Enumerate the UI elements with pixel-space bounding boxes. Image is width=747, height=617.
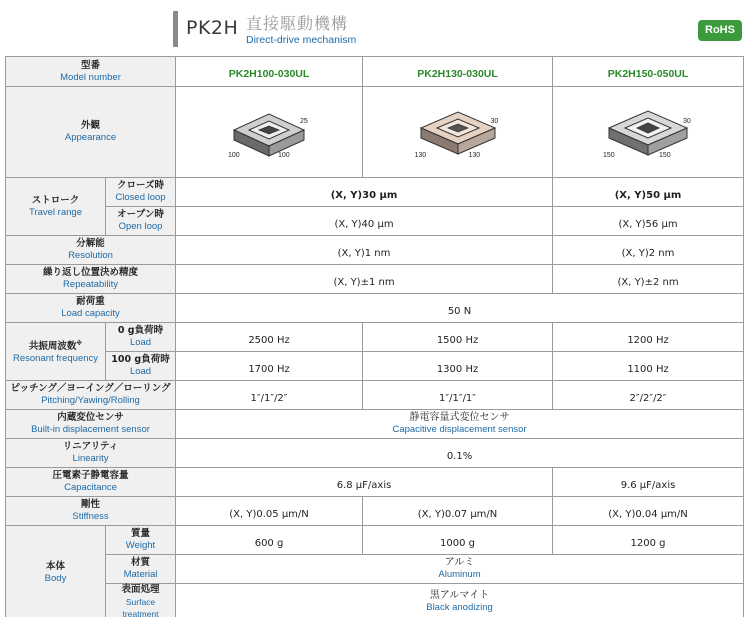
row-stroke-closed xyxy=(6,178,744,207)
resonant-0g-3: 1200 Hz xyxy=(553,323,744,352)
label-pitching: ピッチング／ヨーイング／ローリング Pitching/Yawing/Rolling xyxy=(6,381,176,410)
stiffness-1: (X, Y)0.05 μm/N xyxy=(176,497,363,526)
resolution-12: (X, Y)1 nm xyxy=(176,236,553,265)
stage-image-3: 30 150 150 xyxy=(603,100,693,164)
series-code: PK2H xyxy=(186,17,239,39)
resonant-100g-3: 1100 Hz xyxy=(553,352,744,381)
stroke-closed-12: (X, Y)30 μm xyxy=(176,178,553,207)
repeatability-12: (X, Y)±1 nm xyxy=(176,265,553,294)
label-stiffness: 剛性 Stiffness xyxy=(6,497,176,526)
capacitance-3: 9.6 μF/axis xyxy=(553,468,744,497)
label-repeatability: 繰り返し位置決め精度 Repeatability xyxy=(6,265,176,294)
title-english: Direct-drive mechanism xyxy=(246,34,357,46)
row-capacitance xyxy=(6,468,744,497)
label-linearity: リニアリティ Linearity xyxy=(6,439,176,468)
resonant-0g-1: 2500 Hz xyxy=(176,323,363,352)
row-repeatability xyxy=(6,265,744,294)
pitching-3: 2″/2″/2″ xyxy=(553,381,744,410)
stage-image-1: 25 100 100 xyxy=(224,100,314,164)
weight-1: 600 g xyxy=(176,526,363,555)
row-linearity xyxy=(6,439,744,468)
stage-image-2: 30 130 130 xyxy=(413,100,503,164)
appearance-2 xyxy=(363,87,553,178)
sublabel-weight: 質量 Weight xyxy=(106,526,176,555)
row-appearance xyxy=(6,87,744,178)
model-1: PK2H100-030UL xyxy=(176,57,363,87)
stiffness-3: (X, Y)0.04 μm/N xyxy=(553,497,744,526)
surface-value: 黒アルマイト Black anodizing xyxy=(176,584,744,617)
page-header xyxy=(0,0,747,54)
sublabel-load-100g: 100 g負荷時 Load xyxy=(106,352,176,381)
material-value: アルミ Aluminum xyxy=(176,555,744,584)
resolution-3: (X, Y)2 nm xyxy=(553,236,744,265)
label-model: 型番 Model number xyxy=(6,57,176,87)
resonant-100g-2: 1300 Hz xyxy=(363,352,553,381)
stage-drawing-icon xyxy=(603,100,693,164)
appearance-1 xyxy=(176,87,363,178)
row-body-material xyxy=(6,555,744,584)
weight-2: 1000 g xyxy=(363,526,553,555)
linearity-value: 0.1% xyxy=(176,439,744,468)
row-load xyxy=(6,294,744,323)
row-body-weight xyxy=(6,526,744,555)
row-pitching xyxy=(6,381,744,410)
sublabel-material: 材質 Material xyxy=(106,555,176,584)
label-sensor: 内蔵変位センサ Built-in displacement sensor xyxy=(6,410,176,439)
model-2: PK2H130-030UL xyxy=(363,57,553,87)
label-resonant: 共振周波数※ Resonant frequency xyxy=(6,323,106,381)
label-appearance: 外観 Appearance xyxy=(6,87,176,178)
label-resolution: 分解能 Resolution xyxy=(6,236,176,265)
resonant-100g-1: 1700 Hz xyxy=(176,352,363,381)
sublabel-surface-treatment: 表面処理 Surface treatment xyxy=(106,584,176,617)
sublabel-open-loop: オープン時 Open loop xyxy=(106,207,176,236)
row-stroke-open xyxy=(6,207,744,236)
model-3: PK2H150-050UL xyxy=(553,57,744,87)
pitching-2: 1″/1″/1″ xyxy=(363,381,553,410)
stiffness-2: (X, Y)0.07 μm/N xyxy=(363,497,553,526)
spec-table xyxy=(5,56,744,617)
label-stroke: ストローク Travel range xyxy=(6,178,106,236)
row-resolution xyxy=(6,236,744,265)
resonant-0g-2: 1500 Hz xyxy=(363,323,553,352)
header-accent-bar xyxy=(173,11,178,47)
weight-3: 1200 g xyxy=(553,526,744,555)
rohs-badge: RoHS xyxy=(698,20,742,41)
pitching-1: 1″/1″/2″ xyxy=(176,381,363,410)
row-model xyxy=(6,57,744,87)
stroke-closed-3: (X, Y)50 μm xyxy=(553,178,744,207)
row-sensor xyxy=(6,410,744,439)
appearance-3 xyxy=(553,87,744,178)
load-value: 50 N xyxy=(176,294,744,323)
row-resonant-100g xyxy=(6,352,744,381)
label-load: 耐荷重 Load capacity xyxy=(6,294,176,323)
row-body-surface xyxy=(6,584,744,617)
row-stiffness xyxy=(6,497,744,526)
repeatability-3: (X, Y)±2 nm xyxy=(553,265,744,294)
stroke-open-3: (X, Y)56 μm xyxy=(553,207,744,236)
row-resonant-0g xyxy=(6,323,744,352)
sensor-value: 静電容量式変位センサ Capacitive displacement sensor xyxy=(176,410,744,439)
label-capacitance: 圧電素子静電容量 Capacitance xyxy=(6,468,176,497)
label-body: 本体 Body xyxy=(6,526,106,617)
sublabel-closed-loop: クローズ時 Closed loop xyxy=(106,178,176,207)
title-japanese: 直接駆動機構 xyxy=(246,14,349,33)
stroke-open-12: (X, Y)40 μm xyxy=(176,207,553,236)
sublabel-load-0g: 0 g負荷時 Load xyxy=(106,323,176,352)
capacitance-12: 6.8 μF/axis xyxy=(176,468,553,497)
